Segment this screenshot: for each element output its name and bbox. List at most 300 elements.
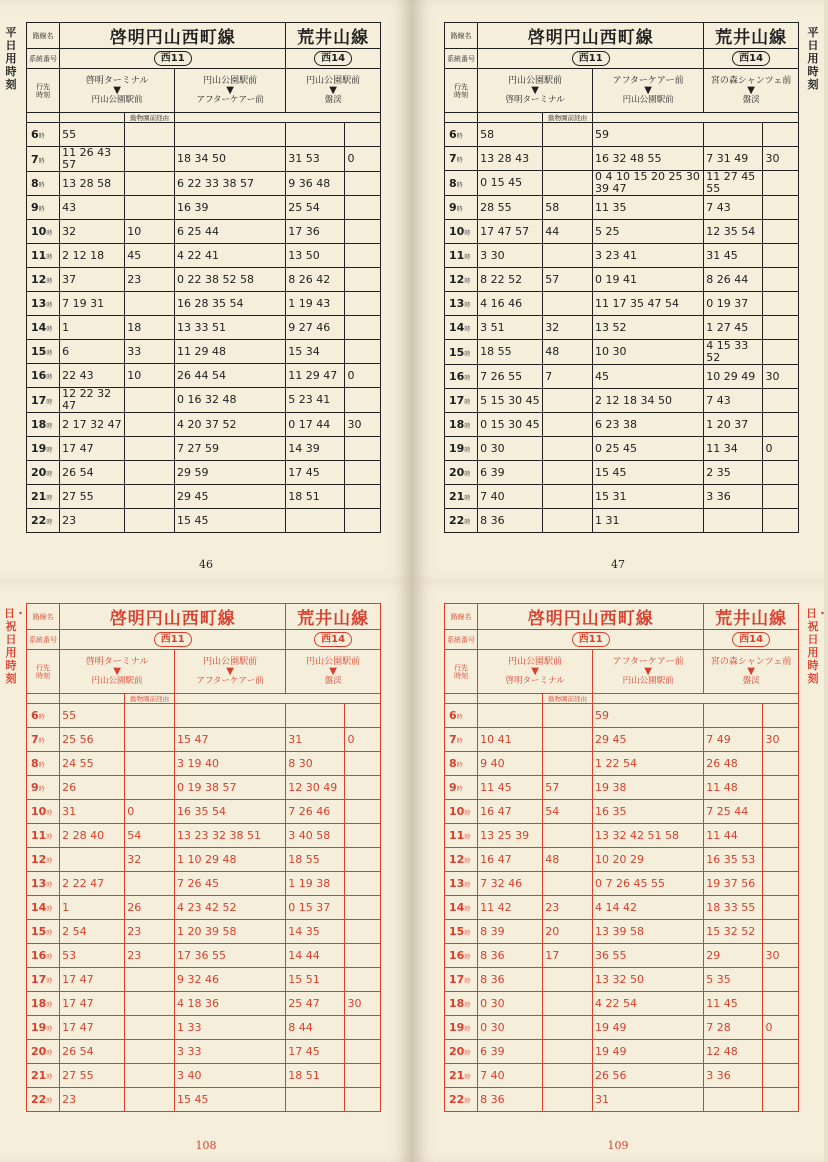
- time-cell: 32: [127, 852, 142, 866]
- hour-cell: 10時: [449, 225, 471, 238]
- time-cell: 7 31 49: [706, 151, 749, 165]
- side-label: 平日用時刻: [5, 26, 17, 91]
- hour-suffix: 時: [464, 278, 471, 285]
- route-main-name: 啓明円山西町線: [527, 28, 654, 48]
- table-row: [27, 776, 381, 800]
- route-label: 路線名: [450, 31, 472, 40]
- table-row: [445, 461, 799, 485]
- hour-cell: 14時: [449, 321, 471, 334]
- system-badge: 西11: [572, 632, 610, 647]
- system-number-main: [62, 51, 283, 66]
- time-cell: 0 4 10 15 20 25 30 39 47: [594, 170, 700, 195]
- system-number-main: [480, 632, 701, 647]
- time-cell: 26 54: [62, 465, 94, 479]
- destination-mid: [595, 657, 701, 686]
- hour-suffix: 時: [46, 810, 53, 817]
- time-cell: 13 23 32 38 51: [176, 828, 261, 842]
- hour-suffix: 時: [464, 1026, 471, 1033]
- hour-suffix: 時: [46, 954, 53, 961]
- time-cell: 23: [127, 924, 142, 938]
- destination-col-5: 盤渓: [324, 95, 342, 105]
- time-cell: 11 17 35 47 54: [594, 296, 679, 310]
- time-cell: 0: [347, 152, 355, 165]
- table-row: [27, 848, 381, 872]
- destination-mid-name: アフターケアー前: [612, 76, 684, 86]
- time-cell: 14 39: [288, 441, 320, 455]
- hour-suffix: 時: [46, 906, 53, 913]
- time-cell: 53: [62, 948, 77, 962]
- time-cell: 0 7 26 45 55: [594, 876, 665, 890]
- table-row: [445, 752, 799, 776]
- hour-suffix: 時: [38, 738, 45, 745]
- time-cell: 57: [545, 780, 560, 794]
- destination-col-3: アフターケアー前: [196, 676, 264, 686]
- time-cell: 16 39: [176, 200, 209, 214]
- hour-suffix: 時: [46, 519, 53, 526]
- time-cell: 1 33: [176, 1020, 202, 1034]
- table-row: [27, 824, 381, 848]
- table-row: [27, 509, 381, 533]
- time-cell: 28 55: [480, 200, 512, 214]
- hour-suffix: 時: [456, 738, 463, 745]
- time-cell: 29 45: [176, 489, 209, 503]
- table-row: [27, 244, 381, 268]
- time-cell: 30: [347, 417, 362, 431]
- time-cell: 15 47: [176, 732, 209, 746]
- hour-cell: 7時: [449, 152, 463, 165]
- table-row: [445, 848, 799, 872]
- table-row: [445, 292, 799, 316]
- table-row: [445, 728, 799, 752]
- table-row: [445, 171, 799, 196]
- system-number-sub: [706, 51, 796, 66]
- time-cell: 3 33: [176, 1044, 202, 1058]
- hour-cell: 11時: [449, 829, 471, 842]
- time-cell: 8 26 44: [706, 272, 749, 286]
- hour-cell: 17時: [449, 394, 471, 407]
- down-arrow-icon: ▼: [329, 85, 337, 96]
- table-row: [445, 992, 799, 1016]
- time-cell: 0: [127, 804, 135, 818]
- destination-mid: [595, 76, 701, 105]
- time-cell: 31: [62, 804, 77, 818]
- table-row: [27, 968, 381, 992]
- time-cell: 7 32 46: [480, 876, 523, 890]
- time-cell: 22 43: [62, 368, 94, 382]
- route-label: 路線名: [450, 612, 472, 621]
- hour-cell: 9時: [449, 201, 463, 214]
- time-cell: 15 45: [594, 465, 627, 479]
- time-cell: 13 32 50: [594, 972, 644, 986]
- system-label: 系統番号: [29, 54, 58, 63]
- table-row: [27, 196, 381, 220]
- time-cell: 13 28 43: [480, 151, 530, 165]
- table-row: [445, 944, 799, 968]
- time-cell: 12 48: [706, 1044, 738, 1058]
- time-cell: 1 20 37: [706, 417, 749, 431]
- time-cell: 4 14 42: [594, 900, 637, 914]
- time-cell: 4 22 41: [176, 248, 219, 262]
- table-row: [445, 1016, 799, 1040]
- hour-cell: 21時: [31, 1069, 53, 1082]
- hour-cell: 22時: [449, 514, 471, 527]
- hour-cell: 22時: [449, 1093, 471, 1106]
- time-cell: 33: [127, 344, 142, 358]
- hour-cell: 6時: [31, 709, 45, 722]
- hour-cell: 9時: [449, 781, 463, 794]
- time-cell: 0 15 45: [480, 176, 523, 189]
- page-number: 47: [611, 558, 625, 571]
- destination-col-3: 円山公園駅前: [622, 676, 674, 686]
- hour-suffix: 時: [38, 157, 45, 165]
- time-label: 時刻: [454, 90, 469, 99]
- hour-cell: 10時: [31, 225, 53, 238]
- time-cell: 11 35: [594, 200, 627, 214]
- table-row: [27, 728, 381, 752]
- time-cell: 4 20 37 52: [176, 417, 237, 431]
- time-cell: 10: [127, 368, 142, 382]
- via-note: 動物園前経由: [548, 113, 588, 122]
- time-cell: 26 54: [62, 1044, 94, 1058]
- hour-suffix: 時: [46, 447, 53, 454]
- time-cell: 30: [765, 369, 780, 383]
- time-cell: 1 10 29 48: [176, 852, 237, 866]
- time-cell: 25 56: [62, 732, 94, 746]
- table-row: [27, 364, 381, 388]
- time-cell: 30: [765, 948, 780, 962]
- hour-cell: 16時: [449, 370, 471, 383]
- time-cell: 3 40 58: [288, 828, 331, 842]
- time-cell: 15 34: [288, 344, 320, 358]
- hour-suffix: 時: [46, 1074, 53, 1081]
- system-badge: 西11: [572, 51, 610, 66]
- hour-cell: 12時: [449, 853, 471, 866]
- destination-col-5: 盤渓: [742, 95, 760, 105]
- hour-suffix: 時: [456, 714, 463, 721]
- table-row: [27, 340, 381, 364]
- side-label: 日・祝日用時刻: [4, 607, 26, 685]
- hour-suffix: 時: [46, 834, 53, 841]
- table-row: [445, 389, 799, 413]
- time-cell: 17 45: [288, 1044, 320, 1058]
- time-cell: 29: [706, 948, 721, 962]
- hour-cell: 21時: [31, 490, 53, 503]
- table-row: [445, 1088, 799, 1112]
- time-cell: 17 47: [62, 996, 94, 1010]
- time-cell: 17: [545, 948, 560, 962]
- time-cell: 18 55: [288, 852, 320, 866]
- destination-col-1: 啓明ターミナル: [505, 95, 565, 105]
- time-cell: 17 47: [62, 972, 94, 986]
- route-sub-name: 荒井山線: [715, 28, 788, 48]
- time-cell: 16 47: [480, 804, 512, 818]
- time-cell: 36 55: [594, 948, 627, 962]
- hour-suffix: 時: [46, 882, 53, 889]
- table-row: [27, 316, 381, 340]
- time-cell: 6 39: [480, 465, 505, 479]
- system-number-sub: [706, 632, 796, 647]
- hour-suffix: 時: [464, 882, 471, 889]
- system-number-main: [480, 51, 701, 66]
- time-cell: 13 39 58: [594, 924, 644, 938]
- hour-suffix: 時: [464, 954, 471, 961]
- down-arrow-icon: ▼: [747, 666, 755, 677]
- time-cell: 13 28 58: [62, 176, 112, 190]
- table-row: [445, 316, 799, 340]
- destination-mid-name: 円山公園駅前: [203, 657, 258, 667]
- time-cell: 0: [347, 732, 355, 746]
- hour-cell: 13時: [449, 297, 471, 310]
- hour-cell: 11時: [449, 249, 471, 262]
- hour-cell: 18時: [449, 997, 471, 1010]
- time-cell: 0 16 32 48: [176, 393, 237, 406]
- table-row: [27, 1064, 381, 1088]
- table-row: [27, 704, 381, 728]
- hour-cell: 15時: [449, 925, 471, 938]
- time-cell: 1 19 38: [288, 876, 331, 890]
- system-label: 系統番号: [447, 635, 476, 644]
- hour-cell: 22時: [31, 514, 53, 527]
- time-cell: 2 12 18: [62, 248, 105, 262]
- table-row: [27, 1088, 381, 1112]
- system-number-main: [62, 632, 283, 647]
- via-note: 動物園前経由: [130, 694, 170, 703]
- destination-col-3: アフターケアー前: [196, 95, 264, 105]
- destination-mid: [177, 76, 283, 105]
- table-row: [27, 413, 381, 437]
- destination-mid-name: 円山公園駅前: [203, 76, 258, 86]
- hour-suffix: 時: [46, 374, 53, 381]
- time-cell: 0 25 45: [594, 441, 637, 455]
- time-cell: 23: [62, 1092, 77, 1106]
- table-row: [445, 196, 799, 220]
- time-cell: 26: [127, 900, 142, 914]
- time-cell: 0: [347, 368, 355, 382]
- time-cell: 29 59: [176, 465, 209, 479]
- table-row: [445, 485, 799, 509]
- hour-suffix: 時: [46, 858, 53, 865]
- hour-suffix: 時: [46, 278, 53, 285]
- time-cell: 3 36: [706, 1068, 731, 1082]
- down-arrow-icon: ▼: [747, 85, 755, 96]
- time-cell: 11 44: [706, 828, 738, 842]
- table-row: [445, 340, 799, 365]
- down-arrow-icon: ▼: [113, 666, 121, 677]
- hour-cell: 22時: [31, 1093, 53, 1106]
- time-cell: 8 36: [480, 972, 505, 986]
- table-row: [27, 123, 381, 147]
- time-cell: 16 28 35 54: [176, 296, 244, 310]
- time-cell: 1 19 43: [288, 296, 331, 310]
- time-cell: 10 20 29: [594, 852, 644, 866]
- time-cell: 3 36: [706, 489, 731, 503]
- hour-suffix: 時: [464, 930, 471, 937]
- destination-col-3: 円山公園駅前: [622, 95, 674, 105]
- time-cell: 8 30: [288, 756, 313, 770]
- hour-cell: 11時: [31, 829, 53, 842]
- hour-suffix: 時: [46, 1002, 53, 1009]
- destination-label: 行先: [454, 663, 469, 672]
- destination-sub: [288, 76, 378, 105]
- time-cell: 24 55: [62, 756, 94, 770]
- hour-suffix: 時: [464, 858, 471, 865]
- time-cell: 18 34 50: [176, 152, 226, 165]
- system-badge: 西14: [732, 51, 770, 66]
- hour-suffix: 時: [46, 254, 53, 261]
- down-arrow-icon: ▼: [226, 85, 234, 96]
- destination-col-1: 円山公園駅前: [91, 676, 143, 686]
- hour-suffix: 時: [38, 762, 45, 769]
- time-cell: 0: [765, 441, 773, 455]
- hour-cell: 6時: [449, 128, 463, 141]
- system-badge: 西14: [732, 632, 770, 647]
- hour-suffix: 時: [456, 157, 463, 164]
- table-row: [27, 920, 381, 944]
- hour-cell: 21時: [449, 490, 471, 503]
- hour-suffix: 時: [46, 350, 53, 357]
- destination-mid-name: アフターケアー前: [612, 657, 684, 667]
- time-cell: 0 15 37: [288, 900, 331, 914]
- system-label: 系統番号: [447, 54, 476, 63]
- hour-suffix: 時: [456, 181, 463, 189]
- time-cell: 19 49: [594, 1020, 627, 1034]
- time-cell: 31 53: [288, 152, 320, 165]
- side-label: 平日用時刻: [807, 26, 819, 91]
- hour-cell: 10時: [31, 805, 53, 818]
- hour-suffix: 時: [464, 519, 471, 526]
- timetable-page: [412, 581, 828, 1162]
- table-row: [27, 268, 381, 292]
- hour-suffix: 時: [38, 206, 45, 213]
- time-cell: 11 48: [706, 780, 738, 794]
- via-note: 動物園前経由: [130, 113, 170, 122]
- time-cell: 15 31: [594, 489, 627, 503]
- time-label: 時刻: [36, 90, 51, 99]
- hour-suffix: 時: [456, 762, 463, 769]
- time-cell: 0 19 41: [594, 272, 637, 286]
- time-cell: 3 19 40: [176, 756, 219, 770]
- timetable-page: [412, 0, 824, 581]
- time-cell: 31: [594, 1092, 609, 1106]
- time-cell: 31: [288, 732, 303, 746]
- down-arrow-icon: ▼: [531, 85, 539, 96]
- time-cell: 55: [62, 708, 77, 722]
- time-cell: 7: [545, 369, 553, 383]
- time-cell: 54: [545, 804, 560, 818]
- time-cell: 2 17 32 47: [62, 417, 122, 431]
- table-row: [445, 244, 799, 268]
- time-cell: 7 43: [706, 200, 731, 214]
- table-row: [445, 147, 799, 171]
- table-row: [445, 896, 799, 920]
- hour-cell: 17時: [31, 973, 53, 986]
- table-row: [445, 413, 799, 437]
- time-cell: 0 19 38 57: [176, 780, 237, 794]
- hour-cell: 6時: [449, 709, 463, 722]
- time-cell: 43: [62, 200, 77, 214]
- table-row: [445, 365, 799, 389]
- time-cell: 5 35: [706, 972, 731, 986]
- hour-cell: 14時: [31, 901, 53, 914]
- time-cell: 17 47 57: [480, 224, 530, 238]
- hour-suffix: 時: [46, 398, 53, 406]
- time-cell: 30: [347, 996, 362, 1010]
- system-number-sub: [288, 632, 378, 647]
- hour-suffix: 時: [464, 375, 471, 382]
- table-row: [27, 1016, 381, 1040]
- time-cell: 23: [127, 948, 142, 962]
- destination-col-5: 盤渓: [324, 676, 342, 686]
- table-row: [445, 800, 799, 824]
- hour-suffix: 時: [464, 978, 471, 985]
- hour-suffix: 時: [46, 1098, 53, 1105]
- time-cell: 10: [127, 224, 142, 238]
- time-cell: 11 29 48: [176, 344, 226, 358]
- hour-cell: 19時: [449, 1021, 471, 1034]
- destination-mid: [177, 657, 283, 686]
- time-cell: 17 45: [288, 465, 320, 479]
- table-row: [27, 800, 381, 824]
- hour-suffix: 時: [464, 230, 471, 237]
- time-cell: 48: [545, 345, 560, 358]
- time-cell: 57: [545, 272, 560, 286]
- hour-suffix: 時: [38, 786, 45, 793]
- time-cell: 7 26 46: [288, 804, 331, 818]
- route-sub-name: 荒井山線: [715, 609, 788, 629]
- destination-sub-name: 宮の森シャンツェ前: [710, 76, 792, 86]
- down-arrow-icon: ▼: [644, 85, 652, 96]
- route-label: 路線名: [32, 31, 54, 40]
- time-cell: 37: [62, 272, 77, 286]
- time-cell: 29 45: [594, 732, 627, 746]
- time-label: 時刻: [454, 671, 469, 680]
- system-badge: 西14: [314, 51, 352, 66]
- down-arrow-icon: ▼: [113, 85, 121, 96]
- time-cell: 0 30: [480, 1020, 505, 1034]
- time-cell: 0 15 30 45: [480, 417, 540, 431]
- time-cell: 2 35: [706, 465, 731, 479]
- timetable-page: [0, 0, 412, 581]
- time-cell: 13 25 39: [480, 828, 530, 842]
- time-cell: 30: [765, 732, 780, 746]
- hour-suffix: 時: [464, 1074, 471, 1081]
- time-cell: 25 47: [288, 996, 320, 1010]
- time-cell: 6: [62, 344, 70, 358]
- page-number: 109: [607, 1139, 629, 1152]
- system-badge: 西14: [314, 632, 352, 647]
- destination-main-name: 円山公園駅前: [508, 76, 563, 86]
- page-number: 108: [195, 1139, 217, 1152]
- table-row: [27, 172, 381, 196]
- time-cell: 0: [765, 1020, 773, 1034]
- time-cell: 16 35 54: [176, 804, 226, 818]
- time-cell: 18 51: [288, 1068, 320, 1082]
- time-cell: 14 35: [288, 924, 320, 938]
- time-cell: 3 23 41: [594, 248, 637, 262]
- time-cell: 17 47: [62, 1020, 94, 1034]
- time-cell: 20: [545, 924, 560, 938]
- hour-cell: 16時: [31, 369, 53, 382]
- hour-cell: 18時: [31, 418, 53, 431]
- hour-suffix: 時: [456, 786, 463, 793]
- route-main-name: 啓明円山西町線: [109, 28, 236, 48]
- time-cell: 11 29 47: [288, 368, 338, 382]
- timetable-page: [0, 581, 412, 1162]
- table-row: [27, 292, 381, 316]
- time-cell: 27 55: [62, 1068, 94, 1082]
- hour-cell: 13時: [31, 297, 53, 310]
- hour-suffix: 時: [464, 1098, 471, 1105]
